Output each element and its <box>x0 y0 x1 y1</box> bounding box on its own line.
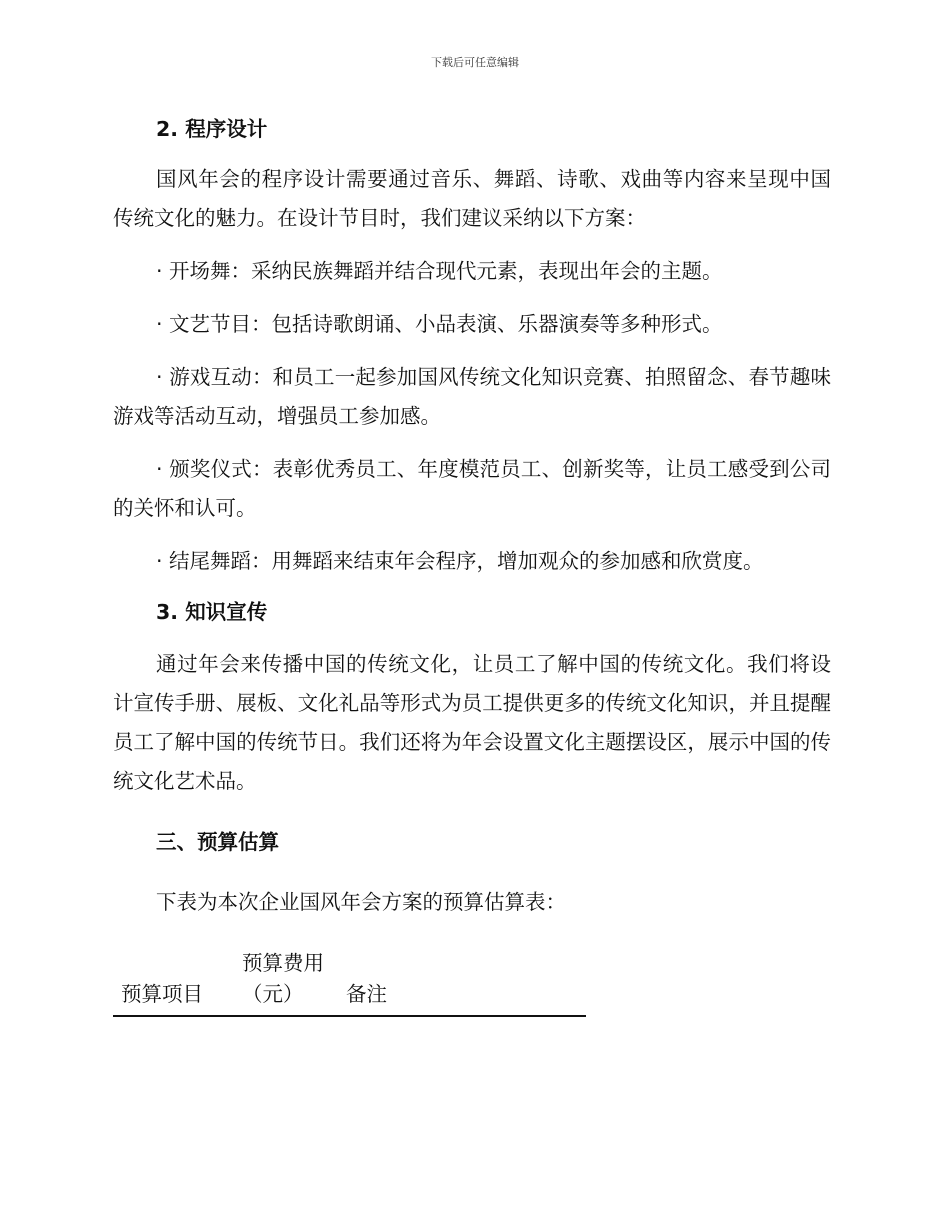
budget-table <box>113 948 586 1017</box>
program-item-games: · 游戏互动：和员工一起参加国风传统文化知识竞赛、拍照留念、春节趣味游戏等活动互动，增强员工参加感。 <box>113 365 831 428</box>
budget-header-item: 预算项目 <box>113 948 242 1016</box>
document-body <box>113 112 831 1017</box>
program-item-awards: · 颁奖仪式：表彰优秀员工、年度模范员工、创新奖等，让员工感受到公司的关怀和认可。 <box>113 457 831 520</box>
program-item-performances: · 文艺节目：包括诗歌朗诵、小品表演、乐器演奏等多种形式。 <box>156 312 723 336</box>
section-title-budget: 三、预算估算 <box>156 830 279 854</box>
budget-table-header-row <box>113 948 586 1016</box>
page-header-note: 下载后可任意编辑 <box>431 56 519 69</box>
section-title-program-design: 2. 程序设计 <box>156 117 268 141</box>
program-item-opening-dance: · 开场舞：采纳民族舞蹈并结合现代元素，表现出年会的主题。 <box>156 259 723 283</box>
budget-intro-paragraph: 下表为本次企业国风年会方案的预算估算表： <box>156 890 566 914</box>
program-intro-paragraph: 国风年会的程序设计需要通过音乐、舞蹈、诗歌、戏曲等内容来呈现中国传统文化的魅力。在设计节目时，我们建议采纳以下方案： <box>113 167 831 230</box>
budget-header-cost: 预算费用（元） <box>242 948 346 1016</box>
budget-header-remark: 备注 <box>346 948 586 1016</box>
program-item-closing-dance: · 结尾舞蹈：用舞蹈来结束年会程序，增加观众的参加感和欣赏度。 <box>156 549 764 573</box>
knowledge-paragraph: 通过年会来传播中国的传统文化，让员工了解中国的传统文化。我们将设计宣传手册、展板、文化礼品等形式为员工提供更多的传统文化知识，并且提醒员工了解中国的传统节日。我们还将为年会设置文化主题摆设区，展示中国的传统文化艺术品。 <box>113 652 831 793</box>
section-title-knowledge: 3. 知识宣传 <box>156 600 268 624</box>
